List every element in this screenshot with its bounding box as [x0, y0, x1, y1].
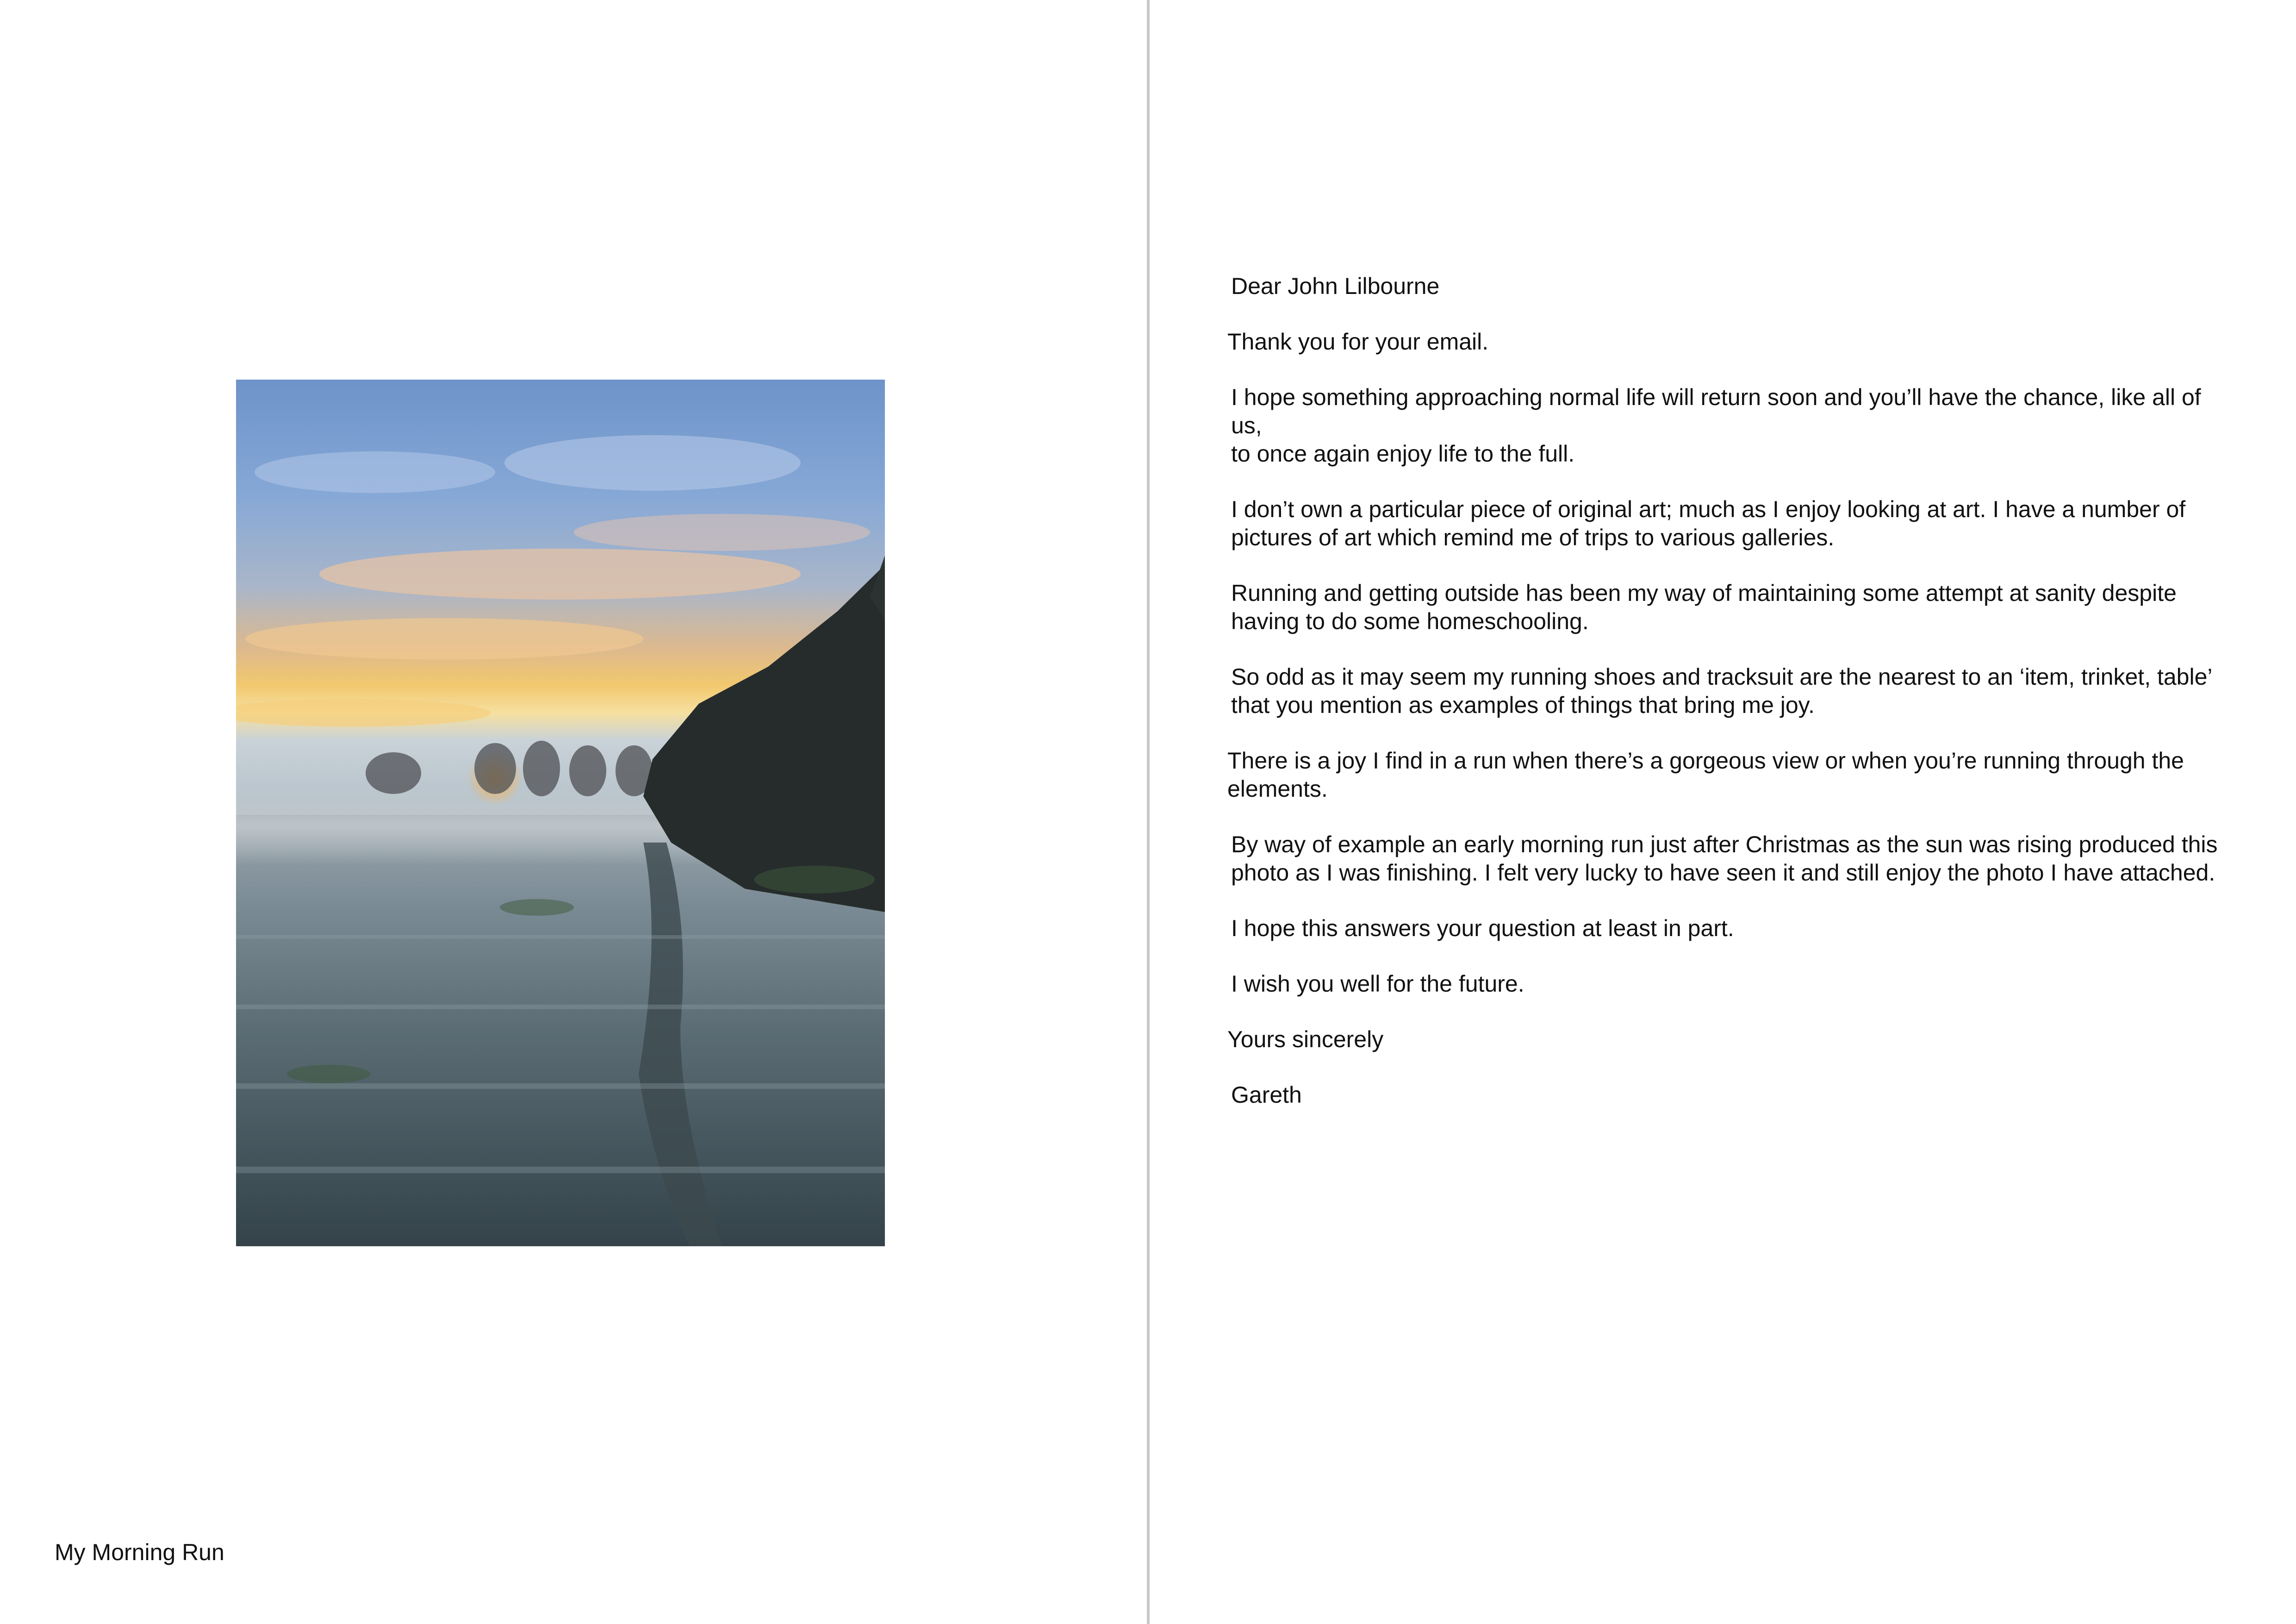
letter-paragraph-3: I don’t own a particular piece of original art; much as I enjoy looking at art. I have a number of pictures of art which remind me of trips to various galleries.: [1231, 496, 2186, 550]
letter-paragraph-8: I hope this answers your question at least in part.: [1231, 915, 1734, 941]
frosty-field-sunrise-photo: [236, 380, 885, 1246]
letter-paragraph-6: There is a joy I find in a run when there’s a gorgeous view or when you’re running through the elements.: [1227, 748, 2184, 802]
letter-paragraph-5: So odd as it may seem my running shoes and tracksuit are the nearest to an ‘item, trinket, table’ that you mention as examples of things that bring me joy.: [1231, 664, 2213, 718]
letter-salutation: Dear John Lilbourne: [1231, 273, 1440, 299]
letter-closing: Yours sincerely: [1227, 1026, 1384, 1052]
letter-paragraph-1: Thank you for your email.: [1227, 329, 1489, 355]
letter-paragraph-7: By way of example an early morning run just after Christmas as the sun was rising produced this photo as I was finishing. I felt very lucky to have seen it and still enjoy the photo I have attached.: [1231, 831, 2218, 886]
photo-caption: My Morning Run: [55, 1539, 224, 1565]
letter-paragraph-2: I hope something approaching normal life will return soon and you’ll have the chance, like all of us, to once again enjoy life to the full.: [1231, 384, 2201, 467]
letter-signature: Gareth: [1231, 1082, 1302, 1108]
left-page: [0, 0, 1147, 1624]
letter-body: [1227, 272, 2232, 1137]
letter-paragraph-9: I wish you well for the future.: [1231, 971, 1524, 997]
letter-paragraph-4: Running and getting outside has been my way of maintaining some attempt at sanity despite having to do some homeschooling.: [1231, 580, 2177, 634]
